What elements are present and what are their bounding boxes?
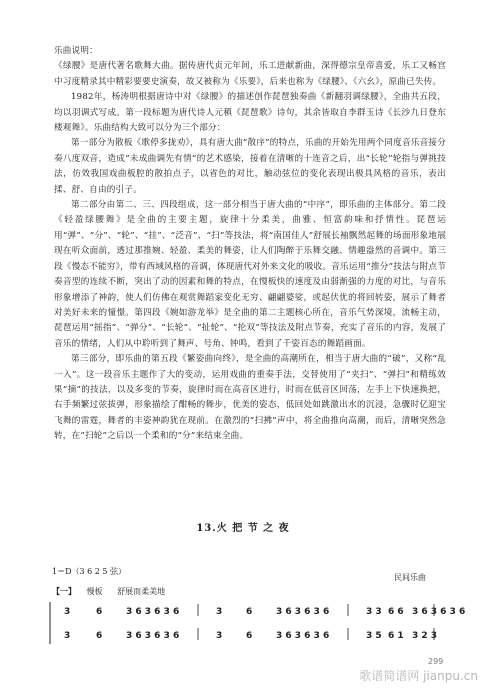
- note-group: 6: [246, 631, 253, 641]
- article-paragraph: 1982年，杨涛明根据唐诗中对《绿腰》的描述创作琵琶独奏曲《新翻羽调绿腰》，全曲共五段，均以羽调式写成。第一段标题为唐代诗人元稹《琵琶歌》诗句，其余皆取自李群玉诗《长沙九日登东楼观舞》。乐曲结构大致可以分为三个部分：: [54, 92, 446, 134]
- song-title: 13.火 把 节 之 夜: [196, 523, 290, 534]
- note-group: 3 6 3 6 3 6: [126, 607, 180, 617]
- note-group: 3 6 3 6 3 6: [276, 631, 330, 641]
- note-group: 3: [64, 631, 71, 641]
- tempo-marking: 慢板: [86, 587, 103, 596]
- note-group: 3 2 3: [412, 631, 438, 641]
- note-group: 6 6: [388, 607, 404, 617]
- article-paragraph: 《绿腰》是唐代著名歌舞大曲。据传唐代贞元年间，乐工进献新曲，深得德宗皇帝喜爱，乐工又畅宫中习度精录其中精彩要要史演奏，故又被称为《乐要》，后来也称为《绿腰》、《六幺》，原曲已失传。: [54, 61, 446, 87]
- article-heading: 乐曲说明：: [54, 46, 98, 56]
- article-paragraph: 第三部分，即乐曲的第五段《繁姿曲向终》，是全曲的高潮所在，相当于唐大曲的“破”，又称“乱一入”。这一段音乐主题作了大的变动，运用戏曲的重奏手法，交替使用了“夹扫”、“弹扫”和精练效果“摘”的技法，以及多变的节奏，旋律时而在高音区进行，时而在低音区回荡，左手上下快速换把，右手频繁过弦拔弹，形象描绘了酣畅的舞步，优美的姿态，低回处如跳激出水的沉浸，急骤时亿迎宝飞舞的雷霆，舞者的丰姿神韵犹在现前。在激烈的“扫拂”声中，将全曲推向高潮，而后，清晰突然急转，在“扫轮”之后以一个柔和的“分”来结束全曲。: [54, 354, 446, 442]
- article-paragraph: 第二部分由第二、三、四段组成，这一部分相当于唐大曲的“中序”，即乐曲的主体部分。第二段《轻盈绿腰舞》是全曲的主要主题，旋律十分柔美，曲雅、恒富韵味和抒情性。琵琶运用“弹”、“分”、“轮”、“挂”、“泛音”、“扫”等技法，将“南国佳人”舒展长袖飘然起舞的场面形象地展现在听众面前，透过那推婉、轻盈、柔美的舞姿，让人们陶醉于乐舞交融、情趣盎然的音调中。第三段《慢态不能穷》，带有西域风格的音调，体现唐代对外来文化的吸收。音乐运用“推分”技法与附点节奏音型的连续不断，突出了动的因素和舞的特点，在慢板快的速度及由弱渐强的力度的对比，与音乐形象增添了神韵，使人们仿佛在观赏舞蹈家变化无穷、翩翩婆娑，或起伏优的将回转姿，展示了舞者对美好未来的憧憬。第四段《婉如游龙举》是全曲的第二主题核心所在，音乐气势深境，流畅主动，琵琶运用“摇指”、“弹分”、“长轮”、“扯轮”、“抡双”等技法及附点节奏，充实了音乐的内容，发展了音乐的情绪，人们从中聆听到了舞声、号角、钟鸣，看到了千姿百态的舞蹈画面。: [54, 200, 446, 349]
- section-label: 【一】: [52, 586, 76, 596]
- note-group: 3 3: [366, 607, 382, 617]
- article-paragraph: 第一部分为散板《歌停多拢劝》，具有唐大曲“散序”的特点，乐曲的开始先用两个同度音乐音接分奏八度双音，造成“未成曲调先有情”的艺术感染，接着在清晰的十连音之后，出“长轮”轮指与弹挑技法，仿效我国戏曲板腔的散拍点子，以省色的对比，触动弦位的变化表现出极具风格的音乐，表出揉、舒、自由的引子。: [54, 138, 446, 195]
- site-watermark: 歌谱简谱网 jianpu.cn: [359, 669, 478, 683]
- upper-staff: [64, 604, 465, 617]
- note-group: 3: [216, 607, 223, 617]
- song-attribution: 民间乐曲: [394, 573, 426, 582]
- note-group: 6: [246, 607, 253, 617]
- note-group: 6: [96, 631, 103, 641]
- note-group: 3 5: [366, 631, 382, 641]
- article-body: [54, 44, 446, 445]
- page-number: 299: [428, 657, 444, 666]
- note-group: 3 6 3 6 3 6: [126, 631, 180, 641]
- lower-staff: [64, 628, 437, 641]
- note-group: 3 6 3 6 3 6: [276, 607, 330, 617]
- key-signature: 1＝D（3 6 2 5 弦）: [52, 567, 127, 576]
- note-group: 6: [96, 607, 103, 617]
- note-group: 3: [64, 607, 71, 617]
- expression-marking: 舒展而柔美地: [117, 587, 166, 596]
- note-group: 3: [216, 631, 223, 641]
- notation-score: [48, 598, 466, 648]
- note-group: 6 1: [388, 631, 404, 641]
- note-group: 3 6 3 6 3 6: [412, 607, 466, 617]
- section-header: [52, 586, 165, 597]
